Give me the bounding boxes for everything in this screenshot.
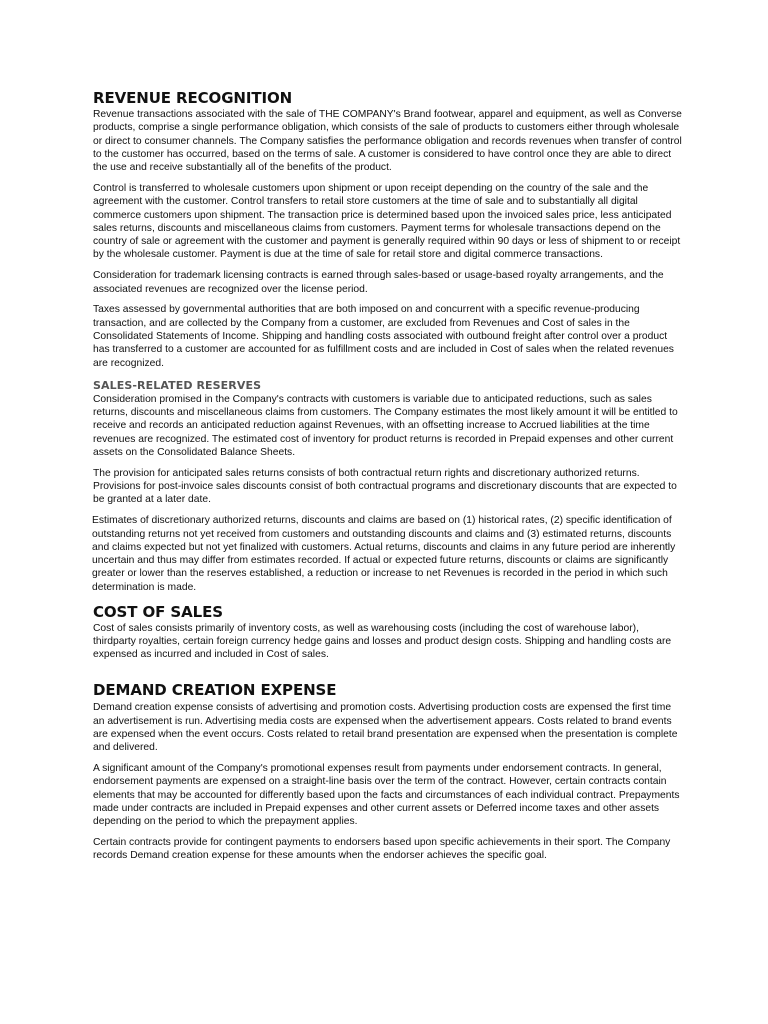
paragraph: Demand creation expense consists of advertising and promotion costs. Advertising production costs are expensed the first time an advertisement is run. Advertising media costs are expensed when the advertisement appears. Costs related to brand events are expensed when the event occurs. Costs related to retail brand presentation are expensed when the presentation is complete and delivered. <box>93 702 678 754</box>
subsection-heading: SALES-RELATED RESERVES <box>93 378 262 392</box>
paragraph: A significant amount of the Company's promotional expenses result from payments under endorsement contracts. In general, endorsement payments are expensed on a straight-line basis over the term of the contract. However, certain contracts contain elements that may be accounted for differently based upon the facts and circumstances of each individual contract. Prepayments made under contracts are included in Prepaid expenses and other current assets or Deferred income taxes and other assets depending on the period to which the prepayment applies. <box>93 763 680 828</box>
paragraph: Consideration promised in the Company's contracts with customers is variable due to anticipated reductions, such as sales returns, discounts and miscellaneous claims from customers. The Company estimates the most likely amount it will be entitled to receive and records an anticipated reduction against Revenues, with an offsetting increase to Accrued liabilities at the time revenues are recognized. The estimated cost of inventory for product returns is recorded in Prepaid expenses and other current assets on the Consolidated Balance Sheets. <box>93 393 678 459</box>
section-heading: REVENUE RECOGNITION <box>93 89 293 107</box>
section-heading: COST OF SALES <box>93 602 223 621</box>
paragraph: Control is transferred to wholesale customers upon shipment or upon receipt depending on the country of the sale and the agreement with the customer. Control transfers to retail store customers at the time of sale and to substantially all digital commerce customers upon shipment. The transaction price is determined based upon the invoiced sales price, less anticipated sales returns, discounts and miscellaneous claims from customers. Payment terms for wholesale transactions depend on the country of sale or agreement with the customer and payment is generally required within 90 days or less of shipment to or receipt by the wholesale customer. Payment is due at the time of sale for retail store and digital commerce transactions. <box>93 182 681 261</box>
paragraph: Cost of sales consists primarily of inventory costs, as well as warehousing costs (including the cost of warehouse labor), thirdparty royalties, certain foreign currency hedge gains and losses and product design costs. Shipping and handling costs are expensed as incurred and included in Cost of sales. <box>93 622 672 661</box>
paragraph: Estimates of discretionary authorized returns, discounts and claims are based on (1) historical rates, (2) specific identification of outstanding returns not yet received from customers and outstanding discounts and claims and (3) estimated returns, discounts and claims expected but not yet finalized with customers. Actual returns, discounts and claims in any future period are inherently uncertain and thus may differ from estimates recorded. If actual or expected future returns, discounts or claims are significantly greater or lower than the reserves established, a reduction or increase to net Revenues is recorded in the period in which such determination is made. <box>92 515 676 593</box>
section-heading: DEMAND CREATION EXPENSE <box>93 681 337 700</box>
paragraph: Consideration for trademark licensing contracts is earned through sales-based or usage-based royalty arrangements, and the associated revenues are recognized over the license period. <box>93 270 664 295</box>
paragraph: The provision for anticipated sales returns consists of both contractual return rights and discretionary authorized returns. Provisions for post-invoice sales discounts consist of both contractual programs and discretionary discounts that are expected to be granted at a later date. <box>93 467 677 506</box>
section-revenue-recognition <box>93 88 683 370</box>
paragraph: Certain contracts provide for contingent payments to endorsers based upon specific achievements in their sport. The Company records Demand creation expense for these amounts when the endorser achieves the specific goal. <box>93 837 671 862</box>
section-sales-related-reserves <box>93 379 683 594</box>
paragraph: Taxes assessed by governmental authorities that are both imposed on and concurrent with a specific revenue-producing transaction, and are collected by the Company from a customer, are excluded from Revenues and Cost of sales in the Consolidated Statements of Income. Shipping and handling costs associated with outbound freight after control over a product has transferred to a customer are accounted for as fulfillment costs and are included in Cost of sales when the related revenues are recognized. <box>93 304 674 369</box>
section-cost-of-sales <box>93 602 683 662</box>
section-demand-creation-expense <box>93 680 683 862</box>
paragraph: Revenue transactions associated with the sale of THE COMPANY's Brand footwear, apparel and equipment, as well as Converse products, comprise a single performance obligation, which consists of the sale of products to customers either through wholesale or direct to consumer channels. The Company satisfies the performance obligation and records revenues when transfer of control to the customer has occurred, based on the terms of sale. A customer is considered to have control once they are able to direct the use and receive substantially all of the benefits of the product. <box>93 109 682 174</box>
document-page <box>93 88 683 870</box>
